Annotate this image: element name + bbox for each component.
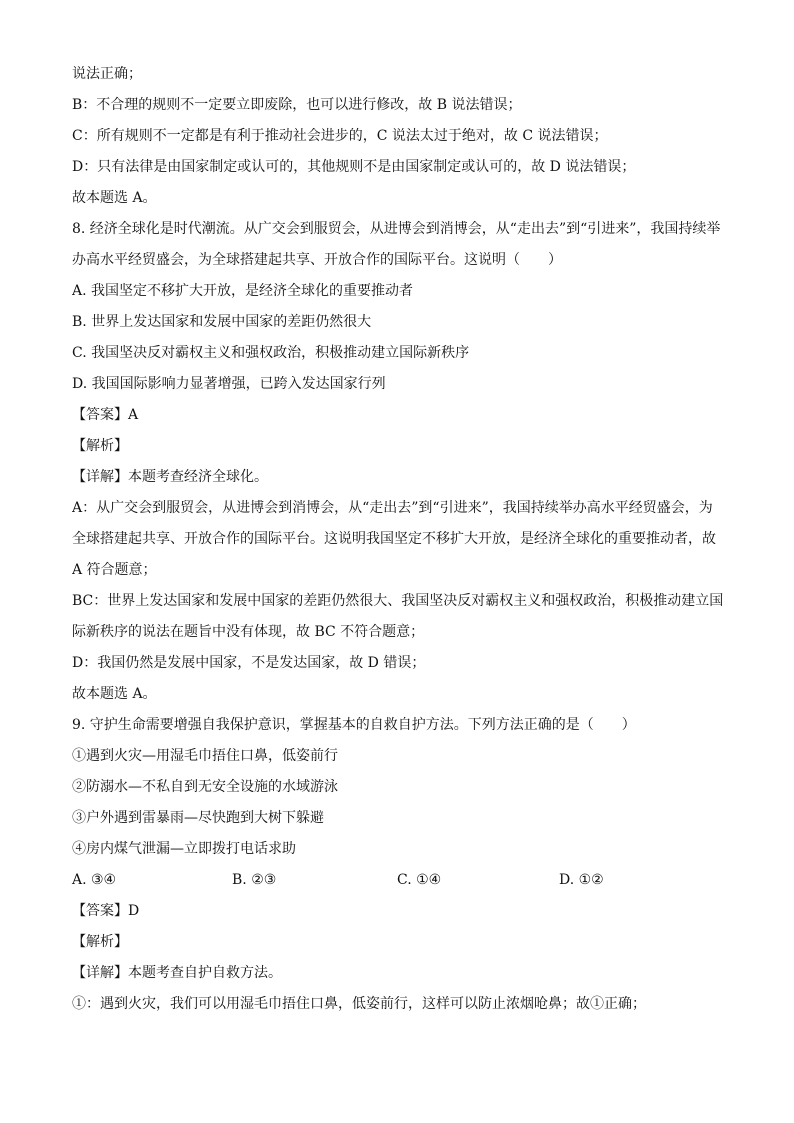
- question-9-answer: 【答案】D: [72, 903, 140, 919]
- text-line: D：只有法律是由国家制定或认可的，其他规则不是由国家制定或认可的，故 D 说法错误；: [72, 159, 636, 175]
- question-9-stem: 9. 守护生命需要增强自我保护意识，掌握基本的自救自护方法。下列方法正确的是（ ）: [72, 717, 636, 733]
- question-9-statement-3: ③户外遇到雷暴雨—尽快跑到大树下躲避: [72, 810, 324, 826]
- question-9-detail-heading: 【详解】本题考查自护自救方法。: [72, 965, 282, 981]
- text-line: B：不合理的规则不一定要立即废除，也可以进行修改，故 B 说法错误；: [72, 97, 522, 113]
- question-8-explanation: BC：世界上发达国家和发展中国家的差距仍然很大、我国坚决反对霸权主义和强权政治，积极推动建立国: [72, 593, 724, 609]
- question-8-explanation: 际新秩序的说法在题旨中没有体现，故 BC 不符合题意；: [72, 624, 425, 640]
- question-8-explanation: D：我国仍然是发展中国家，不是发达国家，故 D 错误；: [72, 655, 426, 671]
- question-9-option-b: B. ②③: [232, 872, 277, 888]
- question-9-statement-4: ④房内煤气泄漏—立即拨打电话求助: [72, 841, 296, 857]
- text-line: 故本题选 A。: [72, 190, 157, 206]
- question-9-options: [72, 868, 732, 899]
- question-9-statement-2: ②防溺水—不私自到无安全设施的水域游泳: [72, 779, 338, 795]
- text-line: C：所有规则不一定都是有利于推动社会进步的，C 说法太过于绝对，故 C 说法错误；: [72, 128, 608, 144]
- question-9-option-a: A. ③④: [72, 872, 117, 888]
- question-9-option-d: D. ①②: [559, 872, 604, 888]
- question-8-stem: 办高水平经贸盛会，为全球搭建起共享、开放合作的国际平台。这说明（ ）: [72, 252, 562, 268]
- question-8-detail-heading: 【详解】本题考查经济全球化。: [72, 469, 268, 485]
- question-8-answer: 【答案】A: [72, 407, 139, 423]
- question-8-explanation: A：从广交会到服贸会，从进博会到消博会，从“走出去”到“引进来”，我国持续举办高水平经贸盛会，为: [72, 500, 713, 516]
- question-8-explanation: A 符合题意；: [72, 562, 157, 578]
- text-line: 说法正确；: [72, 66, 142, 82]
- question-8-option-a: A. 我国坚定不移扩大开放，是经济全球化的重要推动者: [72, 283, 414, 299]
- question-9-statement-1: ①遇到火灾—用湿毛巾捂住口鼻，低姿前行: [72, 748, 338, 764]
- question-8-option-b: B. 世界上发达国家和发展中国家的差距仍然很大: [72, 314, 372, 330]
- question-8-option-c: C. 我国坚决反对霸权主义和强权政治，积极推动建立国际新秩序: [72, 345, 470, 361]
- question-9-analysis-heading: 【解析】: [72, 934, 128, 950]
- question-8-explanation: 故本题选 A。: [72, 686, 157, 702]
- question-9-option-c: C. ①④: [397, 872, 442, 888]
- question-8-analysis-heading: 【解析】: [72, 438, 128, 454]
- question-8-stem: 8. 经济全球化是时代潮流。从广交会到服贸会，从进博会到消博会，从“走出去”到“引进来”，我国持续举: [72, 221, 721, 237]
- document-body: [72, 62, 732, 1023]
- question-8-option-d: D. 我国国际影响力显著增强，已跨入发达国家行列: [72, 376, 386, 392]
- question-9-explanation: ①：遇到火灾，我们可以用湿毛巾捂住口鼻，低姿前行，这样可以防止浓烟呛鼻；故①正确；: [72, 996, 646, 1012]
- question-8-explanation: 全球搭建起共享、开放合作的国际平台。这说明我国坚定不移扩大开放，是经济全球化的重要推动者，故: [72, 531, 716, 547]
